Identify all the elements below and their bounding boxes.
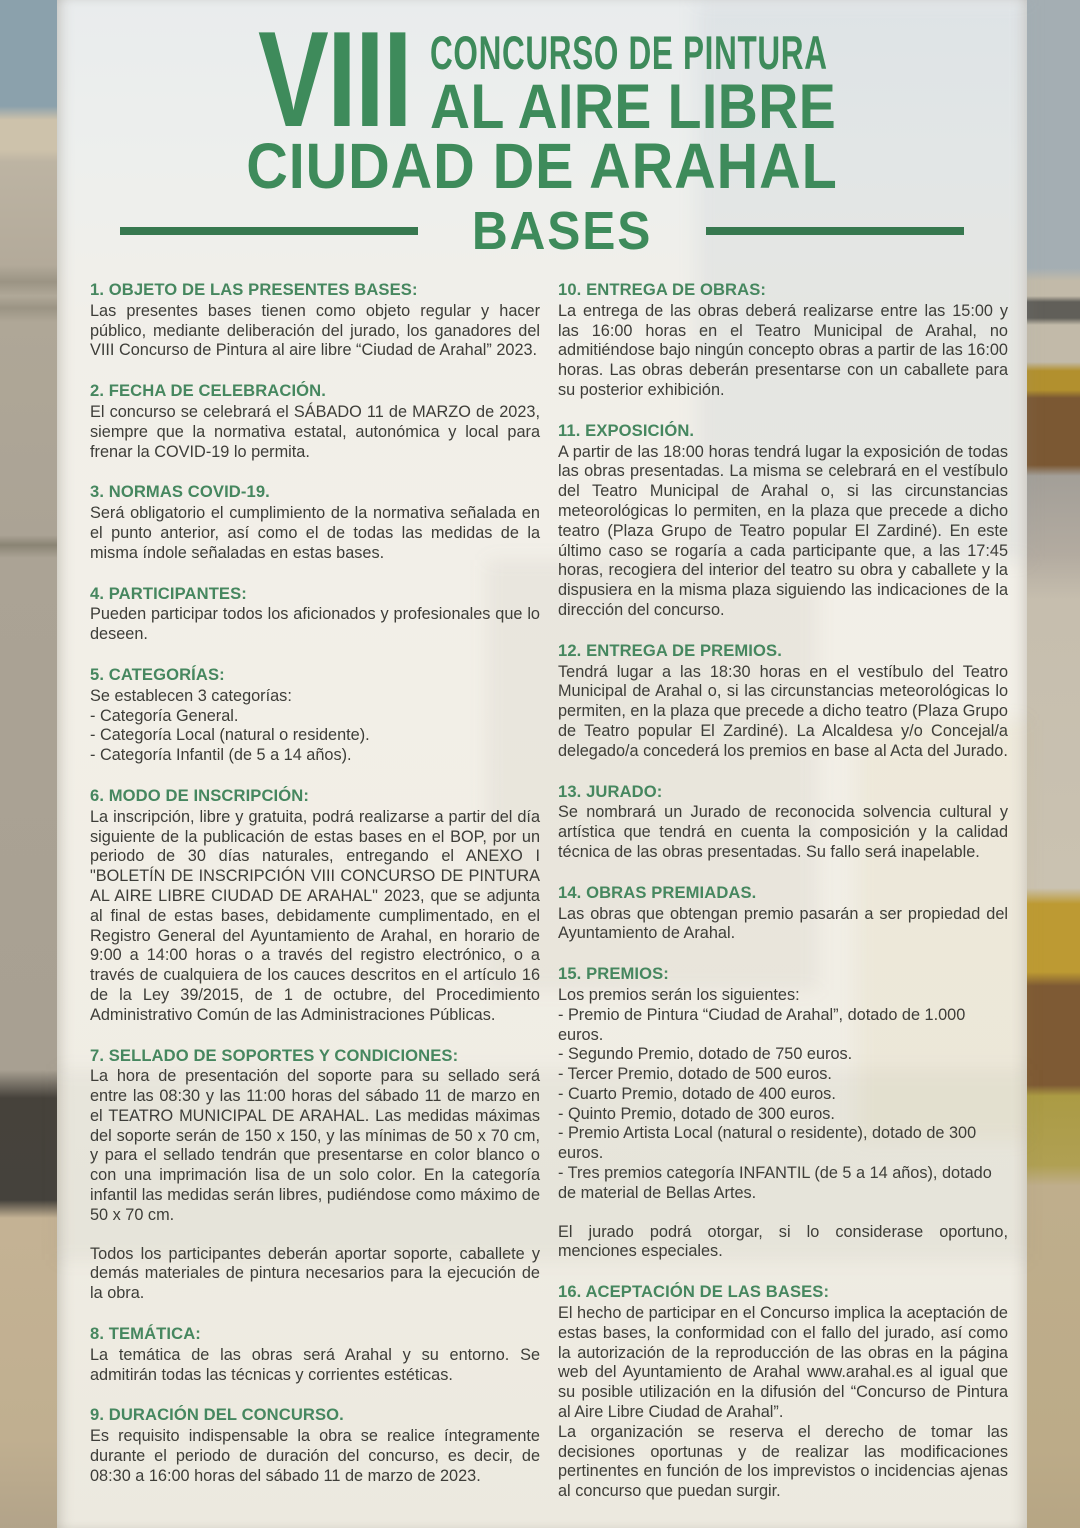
section-paragraph: El concurso se celebrará el SÁBADO 11 de MARZO de 2023, siempre que la normativa estatal, autonómica y local para frenar la COVID-19 lo permita. <box>90 402 540 461</box>
bases-section <box>90 786 540 1026</box>
title-line-3: CIUDAD DE ARAHAL <box>246 130 838 202</box>
section-heading: 4. PARTICIPANTES: <box>90 583 247 603</box>
header-rule-right <box>706 227 964 235</box>
section-heading: 7. SELLADO DE SOPORTES Y CONDICIONES: <box>90 1045 459 1065</box>
section-paragraph: Tendrá lugar a las 18:30 horas en el vestíbulo del Teatro Municipal de Arahal o, si las circunstancias meteorológicas lo permiten, en la plaza que precede a dicho teatro (Plaza Grupo de Teatro popular El Zardiné). La Alcaldesa y/o Concejal/a delegado/a concederá los premios en base al Acta del Jurado. <box>558 662 1008 760</box>
bases-section <box>90 584 540 645</box>
section-heading: 9. DURACIÓN DEL CONCURSO. <box>90 1405 344 1425</box>
poster-header <box>57 0 1027 259</box>
list-line: - Tercer Premio, dotado de 500 euros. <box>558 1065 832 1084</box>
section-paragraph: Todos los participantes deberán aportar soporte, caballete y demás materiales de pintura necesarios para la ejecución de la obra. <box>90 1244 540 1303</box>
list-line: - Quinto Premio, dotado de 300 euros. <box>558 1104 835 1123</box>
section-paragraph: La hora de presentación del soporte para su sellado será entre las 08:30 y las 11:00 horas del sábado 11 de marzo en el TEATRO MUNICIPAL DE ARAHAL. Las medidas máximas del soporte serán de 150 x 150, y las mínimas de 50 x 70 cm, y para el sellado tendrán que presentarse en color blanco o con una imprimación lisa de un solo color. En la categoría infantil las medidas serán libres, pudiéndose como máximo de 50 x 70 cm. <box>90 1067 540 1224</box>
section-paragraph: Las presentes bases tienen como objeto regular y hacer público, mediante deliberación del jurado, los ganadores del VIII Concurso de Pintura al aire libre “Ciudad de Arahal” 2023. <box>90 301 540 360</box>
section-heading: 11. EXPOSICIÓN. <box>558 420 695 440</box>
bases-section <box>558 641 1008 762</box>
bases-section <box>90 1405 540 1486</box>
edition-numeral-box <box>258 3 420 155</box>
list-line: - Cuarto Premio, dotado de 400 euros. <box>558 1084 836 1103</box>
section-paragraph: La entrega de las obras deberá realizarse entre las 15:00 y las 16:00 horas en el Teatro Municipal de Arahal, no admitiéndose bajo ningún concepto obras a partir de las 16:00 horas. Las obras deberán presentarse con un caballete para su posterior exhibición. <box>558 301 1008 399</box>
section-paragraph: Se nombrará un Jurado de reconocida solvencia cultural y artística que tendrá en cuenta la composición y la calidad técnica de las obras presentadas. Su fallo será inapelable. <box>558 803 1008 861</box>
bases-section <box>90 1324 540 1385</box>
section-paragraph: Pueden participar todos los aficionados y profesionales que lo deseen. <box>90 605 540 644</box>
title-line-1: CONCURSO DE PINTURA <box>430 26 828 79</box>
section-heading: 1. OBJETO DE LAS PRESENTES BASES: <box>90 280 418 299</box>
title-column <box>430 26 837 142</box>
bases-section <box>90 1046 540 1305</box>
bases-title: BASES <box>471 201 653 261</box>
section-heading: 13. JURADO: <box>558 781 663 801</box>
column-right <box>558 280 1008 1522</box>
bases-section <box>90 482 540 563</box>
title-row <box>57 3 1027 155</box>
section-heading: 5. CATEGORÍAS: <box>90 664 225 684</box>
title-line-2: AL AIRE LIBRE <box>430 72 837 142</box>
content-overlay <box>57 0 1027 1528</box>
list-line: - Premio Artista Local (natural o residente), dotado de 300 euros. <box>558 1124 977 1163</box>
list-line: - Categoría Local (natural o residente). <box>90 726 370 745</box>
list-line: - Premio de Pintura “Ciudad de Arahal”, dotado de 1.000 euros. <box>558 1005 966 1044</box>
list-line: - Categoría General. <box>90 706 239 725</box>
section-paragraph: El hecho de participar en el Concurso implica la aceptación de estas bases, la conformidad con el fallo del jurado, así como la autorización de la reproducción de las obras en la página web del Ayuntamiento de Arahal www.arahal.es al igual que su posible utilización en la difusión del “Concurso de Pintura al Aire Libre Ciudad de Arahal”. <box>558 1304 1008 1422</box>
section-heading: 12. ENTREGA DE PREMIOS. <box>558 640 782 660</box>
bases-section <box>90 381 540 462</box>
bases-section <box>558 964 1008 1262</box>
list-line: - Segundo Premio, dotado de 750 euros. <box>558 1045 853 1064</box>
section-paragraph: A partir de las 18:00 horas tendrá lugar la exposición de todas las obras presentadas. La misma se celebrará en el vestíbulo del Teatro Municipal de Arahal o, si las circunstancias meteorológicas lo permiten, en la plaza que precede a dicho teatro (Plaza Grupo de Teatro popular El Zardiné). En este último caso se rogaría a cada participante que, a las 17:45 horas, recogiera del interior del teatro su obra y caballete y la dispusiera en la misma plaza siguiendo las indicaciones de la dirección del concurso. <box>558 442 1008 619</box>
header-rule-left <box>120 227 418 235</box>
section-paragraph: Será obligatorio el cumplimiento de la normativa señalada en el punto anterior, así como el de todas las medidas de la misma índole señaladas en estas bases. <box>90 504 540 562</box>
section-heading: 8. TEMÁTICA: <box>90 1324 201 1344</box>
list-line: Los premios serán los siguientes: <box>558 985 800 1004</box>
section-heading: 3. NORMAS COVID-19. <box>90 482 270 502</box>
section-heading: 10. ENTREGA DE OBRAS: <box>558 280 767 299</box>
section-paragraph: La temática de las obras será Arahal y su entorno. Se admitirán todas las técnicas y corrientes estéticas. <box>90 1345 540 1384</box>
painting-right-edge <box>1027 0 1080 1528</box>
section-paragraph: El jurado podrá otorgar, si lo considerase oportuno, menciones especiales. <box>558 1222 1008 1261</box>
bases-section <box>558 280 1008 401</box>
bases-section <box>558 1282 1008 1502</box>
bases-section <box>558 782 1008 863</box>
section-paragraph: La organización se reserva el derecho de tomar las decisiones oportunas y de realizar las modificaciones pertinentes en función de los imprevistos o incidencias ajenas al concurso que puedan surgir. <box>558 1422 1008 1501</box>
section-heading: 16. ACEPTACIÓN DE LAS BASES: <box>558 1282 830 1302</box>
painting-left-edge <box>0 0 57 1528</box>
edition-numeral: VIII <box>258 3 411 155</box>
bases-section <box>558 421 1008 621</box>
list-line: - Tres premios categoría INFANTIL (de 5 a 14 años), dotado de material de Bellas Artes. <box>558 1164 992 1202</box>
section-paragraph: Las obras que obtengan premio pasarán a ser propiedad del Ayuntamiento de Arahal. <box>558 904 1008 943</box>
column-left <box>90 280 540 1522</box>
section-heading: 14. OBRAS PREMIADAS. <box>558 882 757 902</box>
bases-section <box>558 883 1008 944</box>
bases-section <box>90 280 540 361</box>
list-line: - Categoría Infantil (de 5 a 14 años). <box>90 746 352 765</box>
list-line: Se establecen 3 categorías: <box>90 686 292 705</box>
section-heading: 2. FECHA DE CELEBRACIÓN. <box>90 381 326 401</box>
bases-title-row <box>57 203 1027 259</box>
section-heading: 6. MODO DE INSCRIPCIÓN: <box>90 785 309 805</box>
section-heading: 15. PREMIOS: <box>558 964 669 984</box>
bases-section <box>90 665 540 766</box>
bases-columns <box>57 280 1027 1522</box>
section-paragraph: Es requisito indispensable la obra se realice íntegramente durante el periodo de duración del concurso, es decir, de 08:30 a 16:00 horas del sábado 11 de marzo de 2023. <box>90 1427 540 1485</box>
section-paragraph: La inscripción, libre y gratuita, podrá realizarse a partir del día siguiente de la publicación de estas bases en el BOP, por un periodo de 30 días naturales, entregando el ANEXO I "BOLETÍN DE INSCRIPCIÓN VIII CONCURSO DE PINTURA AL AIRE LIBRE CIUDAD DE ARAHAL" 2023, que se adjunta al final de estas bases, debidamente cumplimentado, en el Registro General del Ayuntamiento de Arahal, en horario de 9:00 a 14:00 horas o a través del registro electrónico, o a través de cualquiera de los cauces descritos en el artículo 16 de la Ley 39/2015, de 1 de octubre, del Procedimiento Administrativo Común de las Administraciones Públicas. <box>90 807 540 1024</box>
